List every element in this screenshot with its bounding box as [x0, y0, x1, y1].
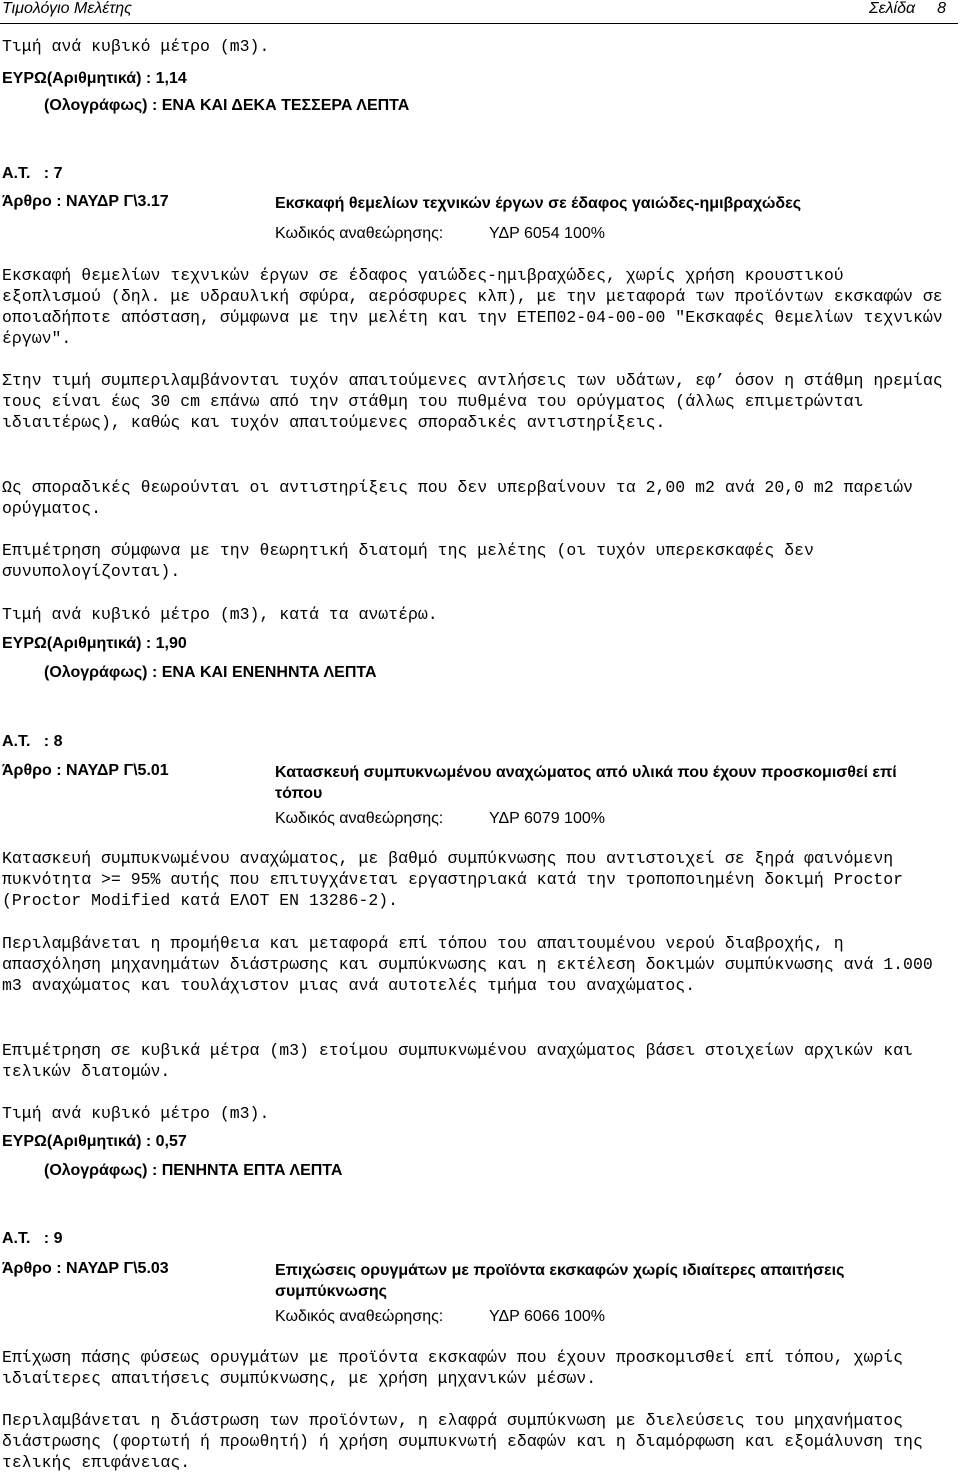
item-number: Α.Τ. : 8: [2, 733, 63, 750]
description-paragraph: Επιμέτρηση σύμφωνα με την θεωρητική διατομή της μελέτης (οι τυχόν υπερεκσκαφές δεν συνυπολογίζονται).: [2, 541, 824, 581]
item-number: Α.Τ. : 9: [2, 1230, 63, 1247]
unit-line: Τιμή ανά κυβικό μέτρο (m3).: [2, 37, 270, 56]
description-paragraph: Κατασκευή συμπυκνωμένου αναχώματος, με βαθμό συμπύκνωσης που αντιστοιχεί σε ξηρά φαινόμενη πυκνότητα >= 95% αυτής που επιτυγχάνεται εργαστηριακά κατά την τροποποιημένη δοκιμή Proctor (Proctor Modified κατά ΕΛΟΤ ΕΝ 13286-2).: [2, 849, 913, 910]
article-code: Άρθρο : ΝΑΥΔΡ Γ\5.03: [2, 1260, 169, 1277]
description-paragraph: Ως σποραδικές θεωρούνται οι αντιστηρίξεις που δεν υπερβαίνουν τα 2,00 m2 ανά 20,0 m2 παρειών ορύγματος.: [2, 478, 923, 518]
revision-label: Κωδικός αναθεώρησης:: [275, 810, 444, 827]
document-title: Τιμολόγιο Μελέτης: [2, 0, 132, 17]
revision-code: ΥΔΡ 6054 100%: [489, 225, 605, 242]
page-header: [0, 0, 960, 26]
price-words: (Ολογράφως) : ΠΕΝΗΝΤΑ ΕΠΤΑ ΛΕΠΤΑ: [44, 1162, 343, 1179]
page-number: 8: [937, 0, 946, 17]
price-numeric: ΕΥΡΩ(Αριθμητικά) : 0,57: [2, 1133, 187, 1150]
price-numeric: ΕΥΡΩ(Αριθμητικά) : 1,90: [2, 635, 187, 652]
price-numeric: ΕΥΡΩ(Αριθμητικά) : 1,14: [2, 70, 187, 87]
revision-label: Κωδικός αναθεώρησης:: [275, 225, 444, 242]
revision-label: Κωδικός αναθεώρησης:: [275, 1308, 444, 1325]
header-rule: [0, 23, 958, 24]
description-paragraph: Επιμέτρηση σε κυβικά μέτρα (m3) ετοίμου συμπυκνωμένου αναχώματος βάσει στοιχείων αρχικών και τελικών διατομών.: [2, 1041, 923, 1081]
description-paragraph: Στην τιμή συμπεριλαμβάνονται τυχόν απαιτούμενες αντλήσεις των υδάτων, εφ’ όσον η στάθμη ηρεμίας τους είναι έως 30 cm επάνω από την στάθμη του πυθμένα του ορύγματος (άλλως επιμετρώνται ιδιαιτέρως), καθώς και τυχόν απαιτούμενες σποραδικές αντιστηρίξεις.: [2, 371, 953, 432]
unit-line: Τιμή ανά κυβικό μέτρο (m3).: [2, 1104, 270, 1123]
unit-line: Τιμή ανά κυβικό μέτρο (m3), κατά τα ανωτέρω.: [2, 605, 438, 624]
description-paragraph: Επίχωση πάσης φύσεως ορυγμάτων με προϊόντα εκσκαφών που έχουν προσκομισθεί επί τόπου, χωρίς ιδιαίτερες απαιτήσεις συμπύκνωσης, με χρήση μηχανικών μέσων.: [2, 1348, 913, 1388]
article-code: Άρθρο : ΝΑΥΔΡ Γ\5.01: [2, 762, 169, 779]
item-title: Κατασκευή συμπυκνωμένου αναχώματος από υλικά που έχουν προσκομισθεί επί τόπου: [275, 764, 897, 802]
revision-code: ΥΔΡ 6079 100%: [489, 810, 605, 827]
article-code: Άρθρο : ΝΑΥΔΡ Γ\3.17: [2, 193, 169, 210]
page-label: Σελίδα: [869, 0, 916, 17]
item-number: Α.Τ. : 7: [2, 165, 63, 182]
item-title: Επιχώσεις ορυγμάτων με προϊόντα εκσκαφών χωρίς ιδιαίτερες απαιτήσεις συμπύκνωσης: [275, 1262, 845, 1300]
description-paragraph: Περιλαμβάνεται η διάστρωση των προϊόντων, η ελαφρά συμπύκνωση με διελεύσεις του μηχανήματος διάστρωσης (φορτωτή ή προωθητή) ή χρήση συμπυκνωτή εδαφών και η διαμόρφωση και εξομάλυνση της τελικής επιφάνειας.: [2, 1411, 933, 1472]
description-paragraph: Περιλαμβάνεται η προμήθεια και μεταφορά επί τόπου του απαιτουμένου νερού διαβροχής, η απασχόληση μηχανημάτων διάστρωσης και συμπύκνωσης και η εκτέλεση δοκιμών συμπύκνωσης ανά 1.000 m3 αναχώματος και τουλάχιστον μιας ανά αυτοτελές τμήμα του αναχώματος.: [2, 934, 943, 995]
item-title: Εκσκαφή θεμελίων τεχνικών έργων σε έδαφος γαιώδες-ημιβραχώδες: [275, 195, 802, 212]
price-words: (Ολογράφως) : ΕΝΑ ΚΑΙ ΔΕΚΑ ΤΕΣΣΕΡΑ ΛΕΠΤΑ: [44, 97, 410, 114]
page-indicator: [869, 0, 946, 18]
price-words: (Ολογράφως) : ΕΝΑ ΚΑΙ ΕΝΕΝΗΝΤΑ ΛΕΠΤΑ: [44, 664, 377, 681]
description-paragraph: Εκσκαφή θεμελίων τεχνικών έργων σε έδαφος γαιώδες-ημιβραχώδες, χωρίς χρήση κρουστικού εξοπλισμού (δηλ. με υδραυλική σφύρα, αερόσφυρες κλπ), με την μεταφορά των προϊόντων εκσκαφών σε οποιαδήποτε απόσταση, σύμφωνα με την μελέτη και την ΕΤΕΠ02-04-00-00 "Εκσκαφές θεμελίων τεχνικών έργων".: [2, 266, 953, 348]
revision-code: ΥΔΡ 6066 100%: [489, 1308, 605, 1325]
